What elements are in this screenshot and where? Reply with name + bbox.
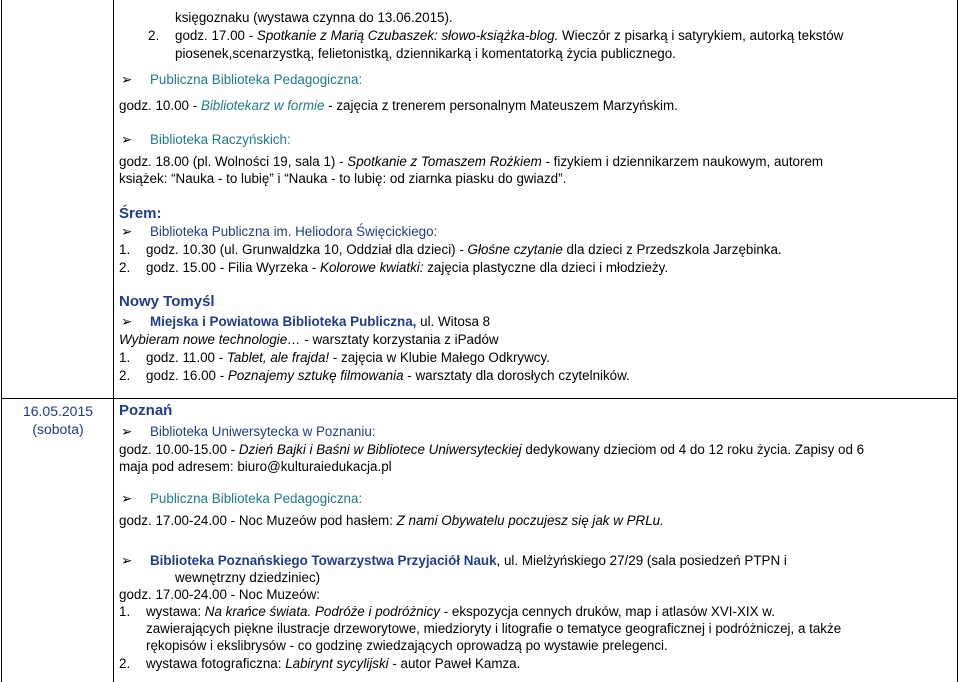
ptpn-item-2: 2. wystawa fotograficzna: Labirynt sycylijski - autor Paweł Kamza.: [119, 656, 521, 671]
arrowhead-bullet-icon: ➢: [121, 72, 133, 87]
date-cell: [3, 402, 113, 438]
pbp-header: ➢ Publiczna Biblioteka Pedagogiczna:: [121, 72, 363, 87]
table-border-middle: [113, 0, 114, 682]
top-line-3: piosenek,scenarzystką, felietonistką, dziennikarką i komentatorką życia publicznego.: [175, 46, 676, 61]
arrowhead-bullet-icon: ➢: [121, 553, 133, 568]
srem-item-1: 1. godz. 10.30 (ul. Grunwaldzka 10, Oddział dla dzieci) - Głośne czytanie dla dzieci z Przedszkola Jarzębinka.: [119, 242, 782, 257]
arrowhead-bullet-icon: ➢: [121, 224, 133, 239]
tomysl-item-1: 1. godz. 11.00 - Tablet, ale frajda! - zajęcia w Klubie Małego Odkrywcy.: [119, 350, 550, 365]
table-row-divider: [1, 398, 958, 399]
pbp2-line: godz. 17.00-24.00 - Noc Muzeów pod hasłem: Z nami Obywatelu poczujesz się jak w PRLu.: [119, 513, 664, 528]
ptpn-item-1-line-2: zawierających piękne ilustracje drzeworytowe, miedzioryty i litografie o tematyce geograficznej i podróżniczej, a także: [146, 621, 842, 636]
arrowhead-bullet-icon: ➢: [121, 491, 133, 506]
uni-line-2: maja pod adresem: biuro@kulturaiedukacja.pl: [119, 459, 392, 474]
top-line-1: księgoznaku (wystawa czynna do 13.06.2015).: [175, 10, 453, 25]
raczynski-header: ➢ Biblioteka Raczyńskich:: [121, 132, 291, 147]
raczynski-line-1: godz. 18.00 (pl. Wolności 19, sala 1) - Spotkanie z Tomaszem Rożkiem - fizykiem i dziennikarzem naukowym, autorem: [119, 154, 824, 169]
raczynski-line-2: książek: “Nauka - to lubię” i “Nauka - to lubię: od ziarnka piasku do gwiazd”.: [119, 171, 567, 186]
pbp-line: godz. 10.00 - Bibliotekarz w formie - zajęcia z trenerem personalnym Mateuszem Marzyńskim.: [119, 98, 678, 113]
ptpn-header: ➢ Biblioteka Poznańskiego Towarzystwa Przyjaciół Nauk, ul. Mielżyńskiego 27/29 (sala posiedzeń PTPN i: [121, 553, 787, 568]
table-border-left: [1, 0, 2, 682]
top-line-2: 2. godz. 17.00 - Spotkanie z Marią Czubaszek: słowo-książka-blog. Wieczór z pisarką i satyrykiem, autorką tekstów: [148, 28, 844, 43]
date-value: 16.05.2015: [22, 403, 94, 419]
tomysl-line-1: Wybieram nowe technologie… - warsztaty korzystania z iPadów: [119, 332, 499, 347]
uni-header: ➢ Biblioteka Uniwersytecka w Poznaniu:: [121, 424, 376, 439]
srem-city: Śrem:: [119, 205, 162, 222]
ptpn-item-1-line-3: rękopisów i ekslibrysów - co godzinę zwiedzających oprowadzą po wystawie prelegenci.: [146, 638, 668, 653]
arrowhead-bullet-icon: ➢: [121, 424, 133, 439]
tomysl-item-2: 2. godz. 16.00 - Poznajemy sztukę filmowania - warsztaty dla dorosłych czytelników.: [119, 368, 630, 383]
weekday-value: (sobota): [32, 421, 84, 437]
ptpn-header-line-2: wewnętrzny dziedziniec): [175, 570, 321, 585]
ptpn-line-1: godz. 17.00-24.00 - Noc Muzeów:: [119, 587, 320, 602]
srem-item-2: 2. godz. 15.00 - Filia Wyrzeka - Kolorowe kwiatki: zajęcia plastyczne dla dzieci i młodzieży.: [119, 260, 669, 275]
ptpn-item-1: 1. wystawa: Na krańce świata. Podróże i podróżnicy - ekspozycja cennych druków, map i atlasów XVI-XIX w.: [119, 604, 775, 619]
srem-header: ➢ Biblioteka Publiczna im. Heliodora Święcickiego:: [121, 224, 438, 239]
pbp2-header: ➢ Publiczna Biblioteka Pedagogiczna:: [121, 491, 363, 506]
poznan-city: Poznań: [119, 402, 173, 419]
tomysl-city: Nowy Tomyśl: [119, 293, 215, 310]
table-border-right: [957, 0, 958, 682]
arrowhead-bullet-icon: ➢: [121, 314, 133, 329]
uni-line-1: godz. 10.00-15.00 - Dzień Bajki i Baśni w Bibliotece Uniwersyteckiej dedykowany dzieciom od 4 do 12 roku życia. Zapisy od 6: [119, 442, 865, 457]
arrowhead-bullet-icon: ➢: [121, 132, 133, 147]
tomysl-header: ➢ Miejska i Powiatowa Biblioteka Publiczna, ul. Witosa 8: [121, 314, 491, 329]
